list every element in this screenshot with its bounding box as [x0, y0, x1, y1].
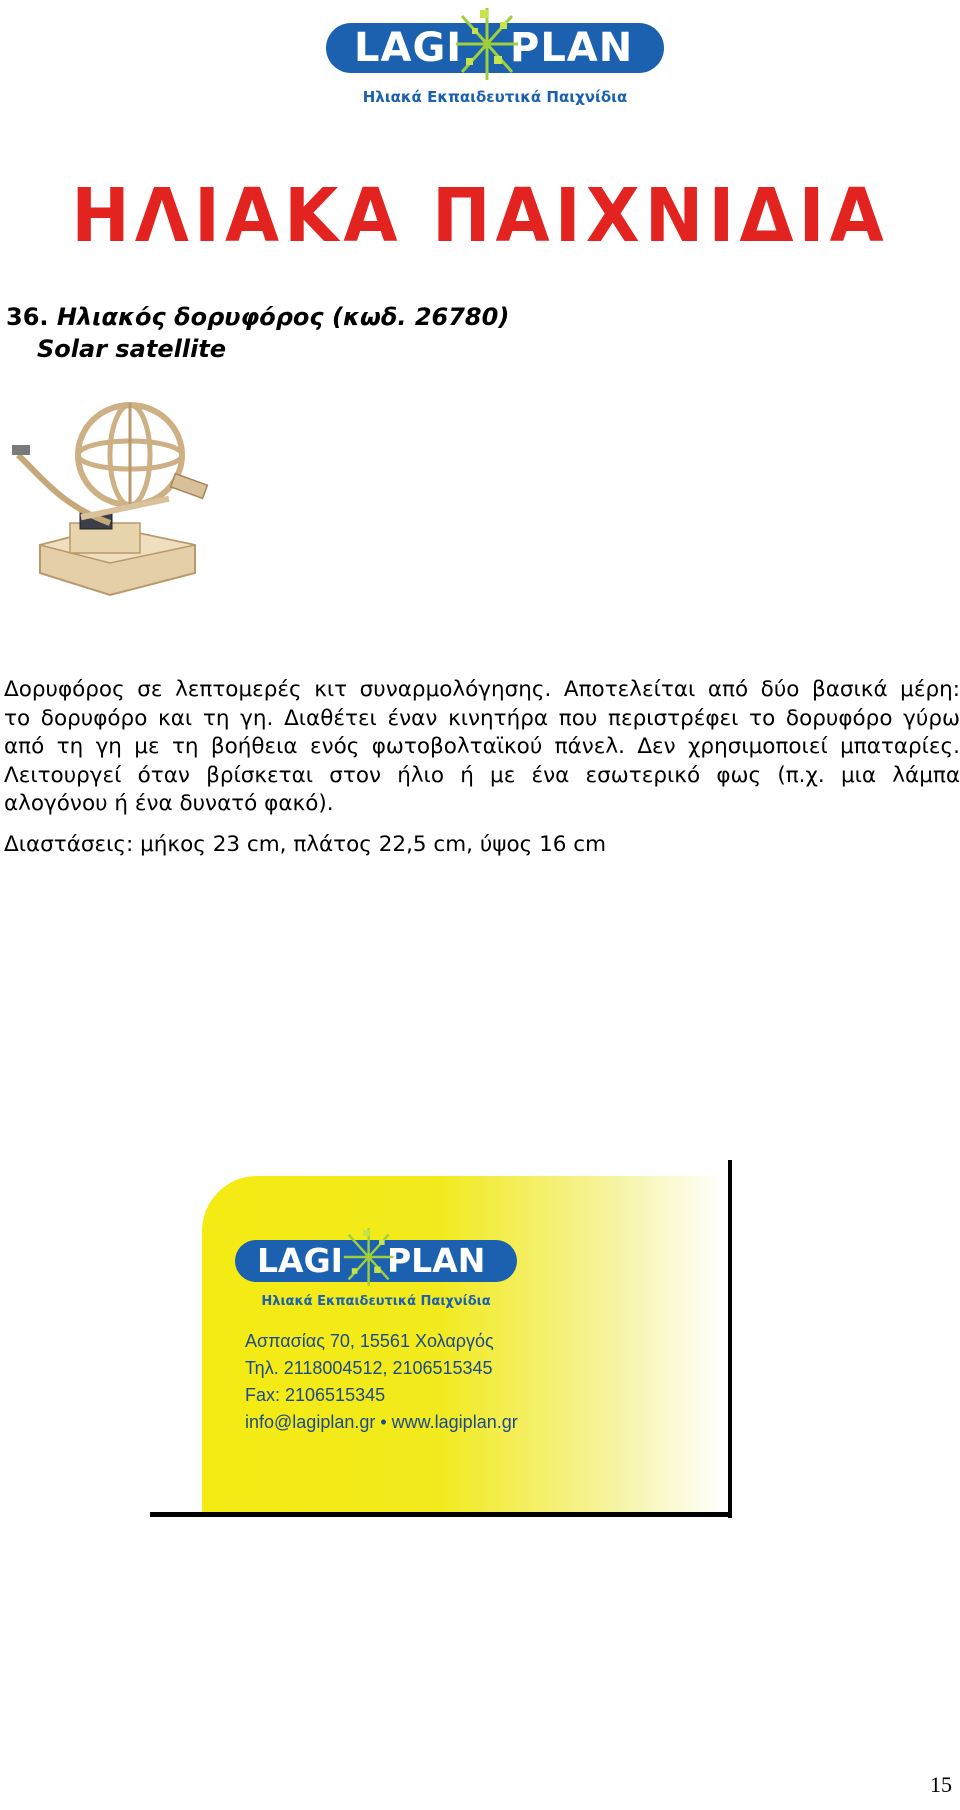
page-number: 15 [930, 1772, 952, 1797]
card-email-web: info@lagiplan.gr • www.lagiplan.gr [245, 1412, 518, 1432]
card-sun-burst-icon [339, 1224, 399, 1290]
description-line: το δορυφόρο και τη γη. Διαθέτει έναν κινητήρα που περιστρέφει το δορυφόρο γύρω [4, 705, 960, 731]
logo-word-left: LAGI [354, 25, 463, 71]
description-line: από τη γη με τη βοήθεια ενός φωτοβολταϊκού πάνελ. Δεν χρησιμοποιεί μπαταρίες. [4, 734, 960, 759]
description-line: Δορυφόρος σε λεπτομερές κιτ συναρμολόγησης. Αποτελείται από δύο βασικά μέρη: [4, 677, 960, 702]
product-title-english: Solar satellite [37, 335, 227, 363]
solar-satellite-image [10, 395, 210, 610]
card-border-right [728, 1160, 732, 1518]
page-heading: ΗΛΙΑΚΑ ΠΑΙΧΝΙΔΙΑ [71, 172, 889, 260]
card-address: Ασπασίας 70, 15561 Χολαργός [245, 1331, 494, 1351]
card-phone: Τηλ. 2118004512, 2106515345 [245, 1358, 493, 1378]
description-line: Λειτουργεί όταν βρίσκεται στον ήλιο ή με ένα εσωτερικό φως (π.χ. μια λάμπα [4, 762, 960, 788]
card-contact-info [245, 1328, 518, 1436]
product-title-greek: Ηλιακός δορυφόρος (κωδ. 26780) [56, 303, 510, 331]
product-title [6, 302, 509, 332]
description-line: αλογόνου ή ένα δυνατό φακό). [4, 791, 334, 816]
logo-tagline: Ηλιακά Εκπαιδευτικά Παιχνίδια [362, 88, 628, 106]
card-logo-word-right: PLAN [387, 1241, 486, 1280]
product-dimensions: Διαστάσεις: μήκος 23 cm, πλάτος 22,5 cm, ύψος 16 cm [4, 832, 607, 857]
card-tagline: Ηλιακά Εκπαιδευτικά Παιχνίδια [261, 1294, 491, 1309]
card-fax: Fax: 2106515345 [245, 1385, 386, 1405]
card-border-bottom [150, 1512, 732, 1517]
product-description [4, 676, 960, 819]
card-logo [235, 1230, 525, 1325]
business-card [150, 1160, 732, 1518]
lagiplan-logo [320, 8, 670, 108]
product-number: 36. [6, 303, 49, 331]
logo-word-right: PLAN [510, 25, 634, 71]
card-logo-word-left: LAGI [257, 1241, 343, 1280]
sun-burst-icon [450, 4, 525, 84]
